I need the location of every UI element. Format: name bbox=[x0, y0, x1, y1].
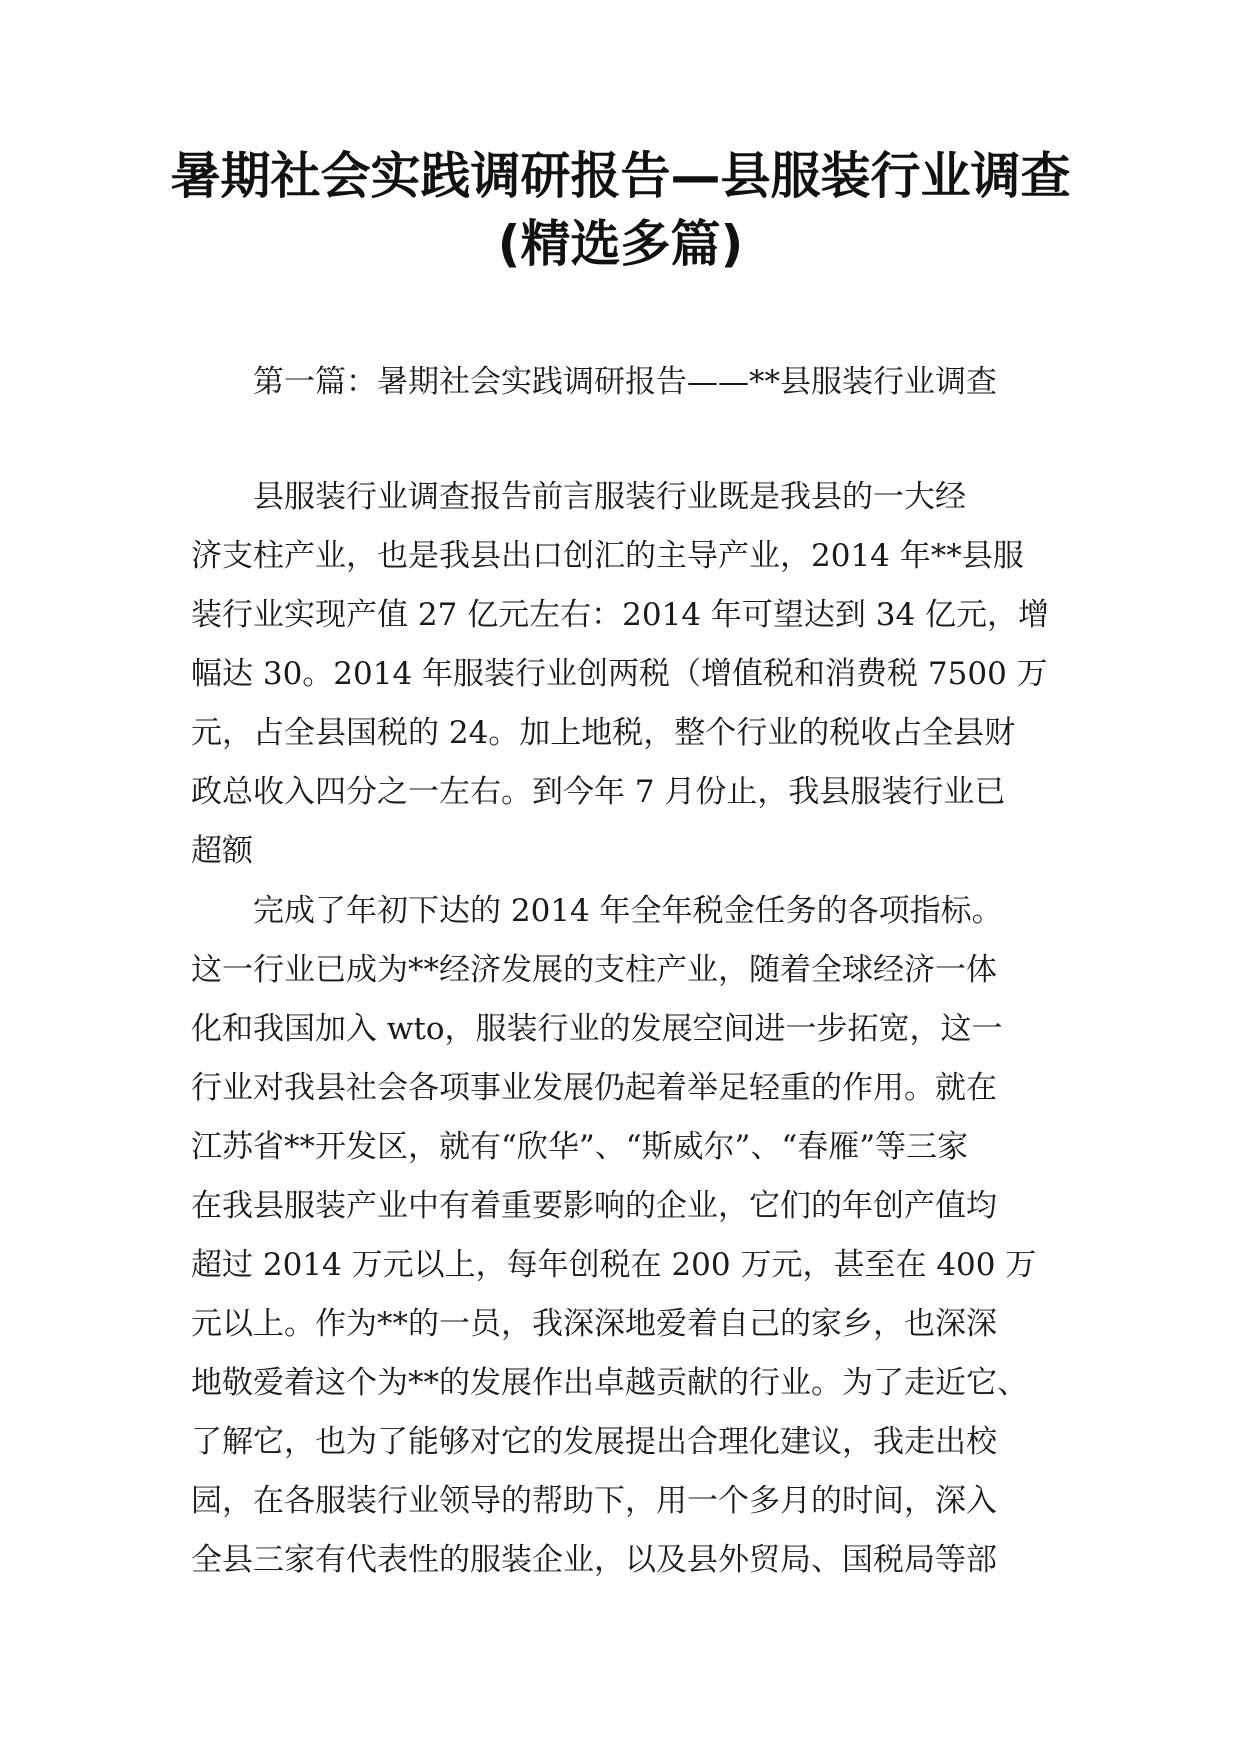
document-title bbox=[0, 142, 1241, 278]
paragraph-line: 完成了年初下达的 2014 年全年税金任务的各项指标。 bbox=[253, 893, 1003, 929]
paragraph-line: 地敬爱着这个为**的发展作出卓越贡献的行业。为了走近它、 bbox=[191, 1365, 1028, 1401]
paragraph-line: 行业对我县社会各项事业发展仍起着举足轻重的作用。就在 bbox=[191, 1070, 997, 1106]
paragraph-1 bbox=[191, 468, 1051, 881]
title-line-2: (精选多篇) bbox=[497, 215, 744, 273]
paragraph-line: 了解它，也为了能够对它的发展提出合理化建议，我走出校 bbox=[191, 1424, 997, 1460]
paragraph-line: 元，占全县国税的 24。加上地税，整个行业的税收占全县财 bbox=[191, 715, 1016, 751]
paragraph-line: 县服装行业调查报告前言服装行业既是我县的一大经 bbox=[253, 479, 966, 515]
paragraph-line: 政总收入四分之一左右。到今年 7 月份止，我县服装行业已 bbox=[191, 774, 1006, 810]
paragraph-line: 装行业实现产值 27 亿元左右：2014 年可望达到 34 亿元，增 bbox=[191, 597, 1050, 633]
paragraph-line: 济支柱产业，也是我县出口创汇的主导产业，2014 年**县服 bbox=[191, 538, 1024, 574]
paragraph-line: 超过 2014 万元以上，每年创税在 200 万元，甚至在 400 万 bbox=[191, 1247, 1037, 1283]
paragraph-line: 超额 bbox=[191, 833, 253, 869]
paragraph-line: 全县三家有代表性的服装企业，以及县外贸局、国税局等部 bbox=[191, 1542, 997, 1578]
paragraph-line: 在我县服装产业中有着重要影响的企业，它们的年创产值均 bbox=[191, 1188, 997, 1224]
section-heading: 第一篇：暑期社会实践调研报告——**县服装行业调查 bbox=[253, 364, 997, 400]
paragraph-line: 化和我国加入 wto，服装行业的发展空间进一步拓宽，这一 bbox=[191, 1011, 1003, 1047]
paragraph-line: 幅达 30。2014 年服装行业创两税（增值税和消费税 7500 万 bbox=[191, 656, 1048, 692]
paragraph-line: 江苏省**开发区，就有“欣华”、“斯威尔”、“春雁”等三家 bbox=[191, 1129, 969, 1165]
paragraph-line: 这一行业已成为**经济发展的支柱产业，随着全球经济一体 bbox=[191, 952, 997, 988]
paragraph-line: 元以上。作为**的一员，我深深地爱着自己的家乡，也深深 bbox=[191, 1306, 997, 1342]
paragraph-2 bbox=[191, 882, 1051, 1590]
paragraph-line: 园，在各服装行业领导的帮助下，用一个多月的时间，深入 bbox=[191, 1483, 997, 1519]
title-line-1: 暑期社会实践调研报告—县服装行业调查 bbox=[170, 147, 1071, 205]
